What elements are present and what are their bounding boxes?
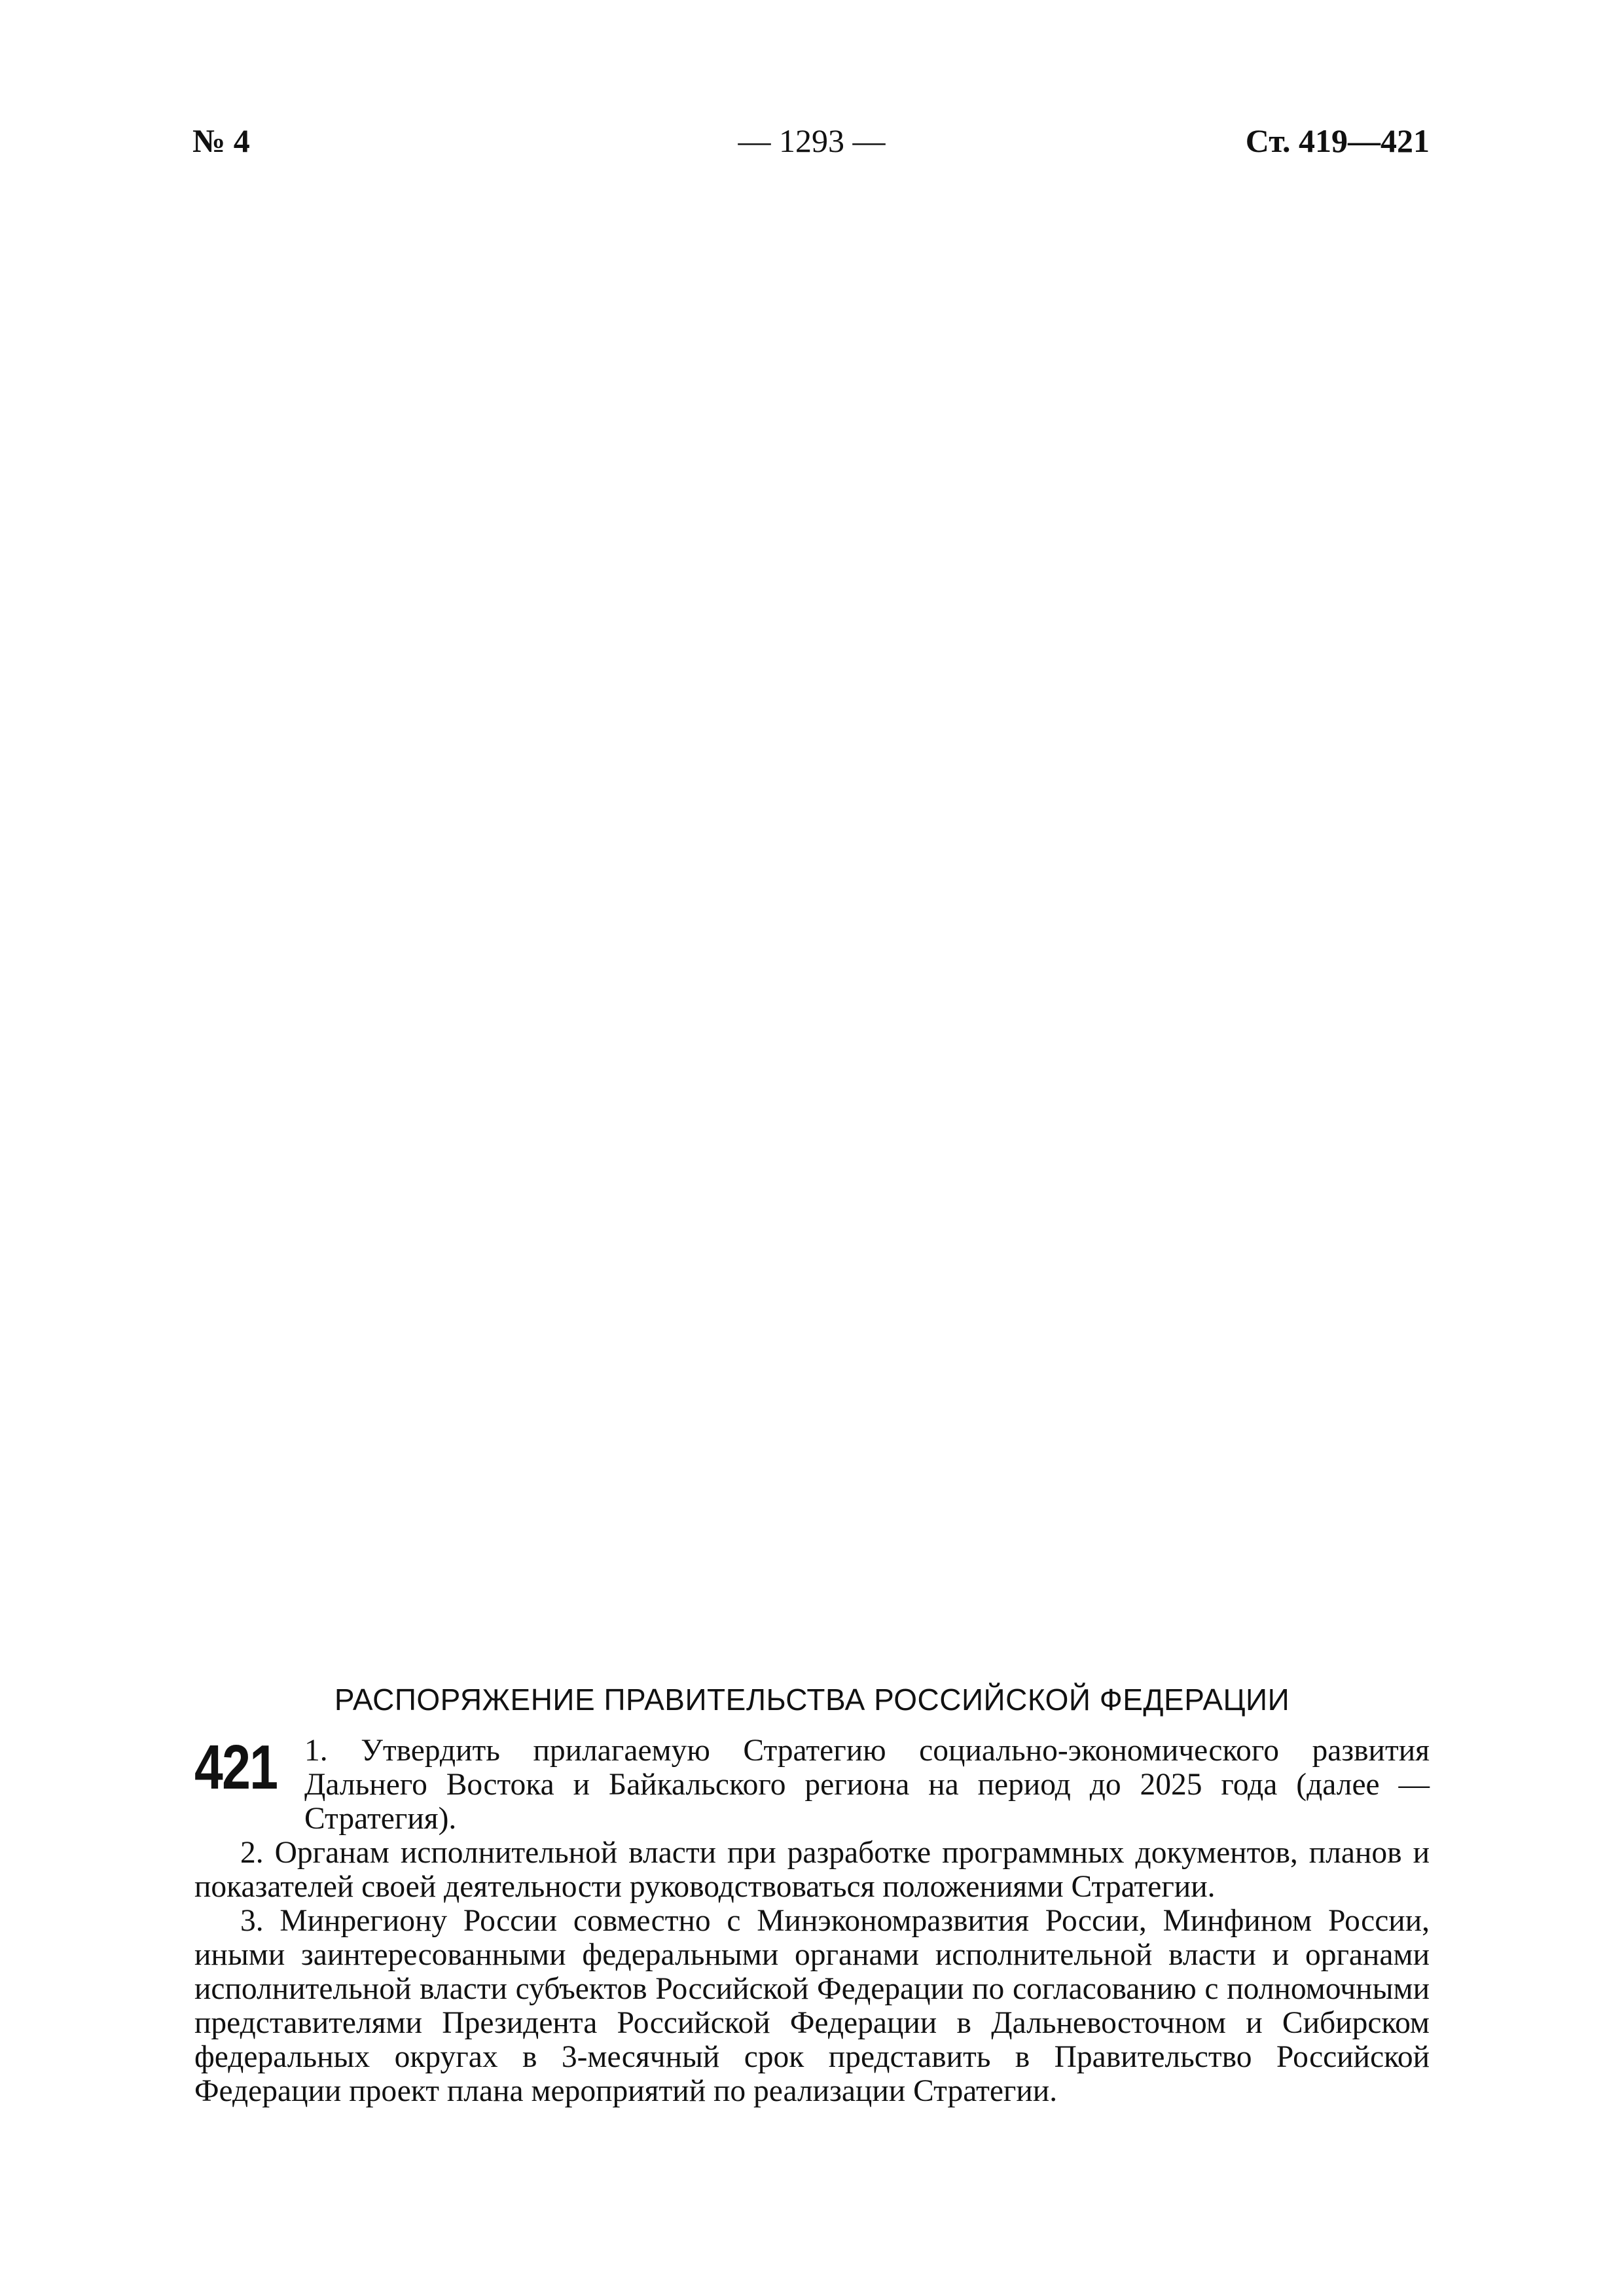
- page-number: — 1293 —: [738, 122, 886, 159]
- paragraph-1: 1. Утвердить прилагаемую Стратегию социально-экономического развития Дальнего Востока и Байкальского региона на период до 2025 года (далее — Стратегия).: [304, 1734, 1430, 1836]
- paragraph-3: 3. Минрегиону России совместно с Минэкономразвития России, Минфином России, иными заинтересованными федеральными органами исполнительной власти и органами исполнительной власти субъектов Российской Федерации по согласованию с полномочными представителями Президента Российской Федерации в Дальневосточном и Сибирском федеральных округах в 3-месячный срок представить в Правительство Российской Федерации проект плана мероприятий по реализации Стратегии.: [194, 1904, 1430, 2108]
- article-range: Ст. 419—421: [1245, 122, 1430, 159]
- paragraph-2: 2. Органам исполнительной власти при разработке программных документов, планов и показателей своей деятельности руководствоваться положениями Стратегии.: [194, 1836, 1430, 1904]
- issue-number: № 4: [192, 122, 250, 159]
- decree-number: 421: [194, 1732, 278, 1802]
- decree-title: РАСПОРЯЖЕНИЕ ПРАВИТЕЛЬСТВА РОССИЙСКОЙ ФЕДЕРАЦИИ: [334, 1683, 1290, 1717]
- decree-body: [194, 1734, 1430, 2108]
